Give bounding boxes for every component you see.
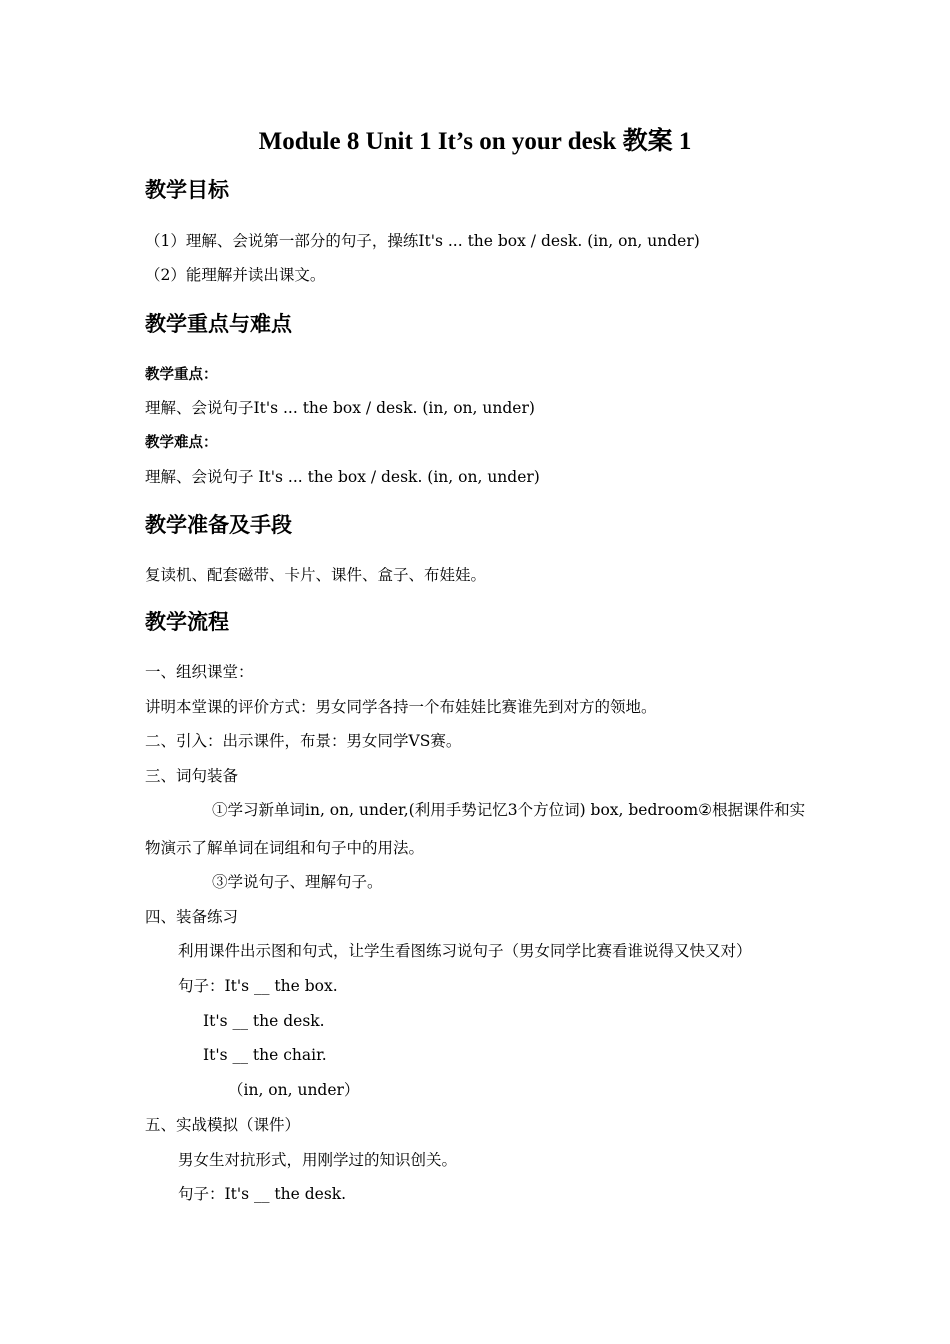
difficulty-label: 教学难点： [145,435,218,451]
process-line: 一、组织课堂： [145,663,254,681]
process-line: 讲明本堂课的评价方式：男女同学各持一个布娃娃比赛谁先到对方的领地。 [145,698,657,716]
process-line: ③学说句子、理解句子。 [212,873,383,891]
section-heading-key-points: 教学重点与难点 [145,312,292,336]
process-line: It's __ the desk. [203,1012,325,1030]
document-title: Module 8 Unit 1 It’s on your desk 教案 1 [258,128,692,155]
process-line: 句子：It's __ the desk. [178,1185,347,1203]
section-heading-process: 教学流程 [145,610,229,634]
process-line: 三、词句装备 [145,767,239,785]
process-line: 物演示了解单词在词组和句子中的用法。 [145,839,425,857]
section-heading-objectives: 教学目标 [145,178,229,202]
process-line: 二、引入：出示课件，布景：男女同学VS赛。 [145,732,462,750]
process-line: （in, on, under） [228,1081,360,1099]
process-line: It's __ the chair. [203,1046,327,1064]
difficulty-text: 理解、会说句子 It's ... the box / desk. (in, on, under) [145,468,540,486]
process-line: 五、实战模拟（课件） [145,1116,301,1134]
focus-text: 理解、会说句子It's ... the box / desk. (in, on, under) [145,399,535,417]
objective-item: （2）能理解并读出课文。 [145,266,326,284]
focus-label: 教学重点： [145,367,218,383]
section-heading-preparation: 教学准备及手段 [145,513,292,537]
process-line: 男女生对抗形式，用刚学过的知识创关。 [178,1151,458,1169]
process-line: ①学习新单词in, on, under,(利用手势记忆3个方位词) box, bedroom②根据课件和实 [212,801,806,819]
objective-item: （1）理解、会说第一部分的句子，操练It's ... the box / desk. (in, on, under) [145,232,700,250]
process-line: 四、装备练习 [145,908,239,926]
process-line: 利用课件出示图和句式，让学生看图练习说句子（男女同学比赛看谁说得又快又对） [178,942,752,960]
preparation-text: 复读机、配套磁带、卡片、课件、盒子、布娃娃。 [145,566,487,584]
process-line: 句子：It's __ the box. [178,977,338,995]
